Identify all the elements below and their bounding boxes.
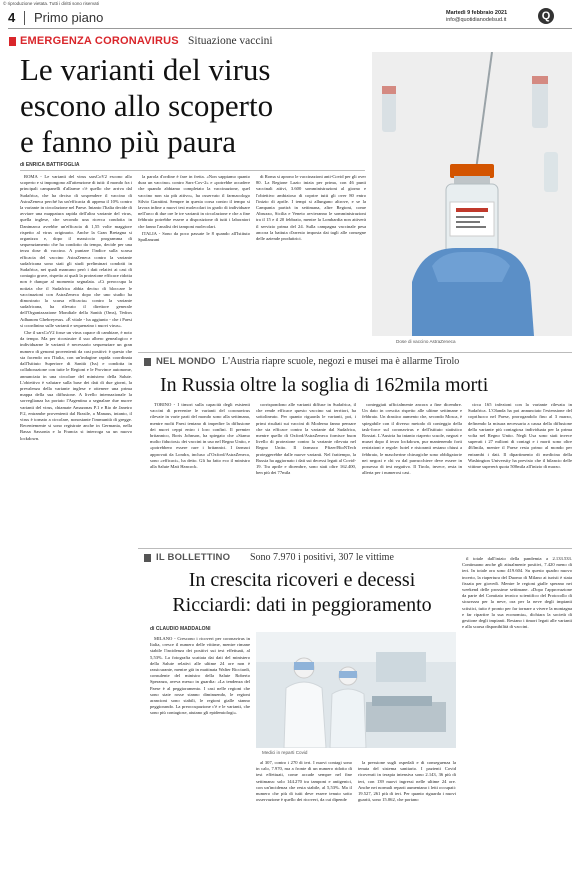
article2-kicker: NEL MONDO — [156, 356, 216, 367]
article2-kicker-sub: L'Austria riapre scuole, negozi e musei ma è allarme Tirolo — [222, 356, 460, 367]
article3-top-rule — [138, 548, 572, 549]
article1-headline — [20, 52, 380, 160]
page-header — [8, 8, 572, 26]
article3-column-4 — [462, 556, 572, 870]
header-date: Martedì 9 febbraio 2021 — [446, 10, 508, 16]
vaccine-photo — [372, 52, 572, 336]
vaccine-photo-caption: Dose di vaccino AstraZeneca — [396, 339, 456, 344]
article2-column-1 — [150, 402, 250, 542]
headline-line: In crescita ricoveri e decessi — [188, 569, 416, 591]
article3-kicker: IL BOLLETTINO — [156, 552, 231, 563]
article3-byline: di CLAUDIO MADDALONI — [150, 626, 211, 632]
paragraph: al 307, contro i 270 di ieri. I nuovi contagi sono in calo, 7.970, ma a fronte di un numero ridotto di test effettuati, come accade sempre nel fine settimana: solo 144.270 tra tamponi e antigenici, con un'incidenza che resta stabile, al 5,53%. Ma il numero che più di tutti deve essere tenuto sotto osservazione è quello dei ricoveri, da cui dipende — [256, 760, 352, 803]
kicker-marker — [144, 358, 151, 366]
article3-column-2 — [256, 760, 352, 870]
byline-rule — [20, 170, 365, 171]
vaccine-photo-illustration — [372, 52, 572, 336]
paragraph: Che il sarsCoV2 fosse un virus capace di cambiare, è noto da tempo. Ma per ricostruire il suo albero genealogico e individuarne le varianti è necessario sequenziare un gran numero di genomi provenienti da casi positivi: è questo che sta facendo ora l'Italia, con un'indagine rapida coordinata dall'Istituto Superiore di Sanità (Iss) e condotta in collaborazione con tutte le Regioni e le Province autonome, annunciata in una circolare del ministero della Salute. L'obiettivo è valutare sulla base dei dati di due giorni, la prevalenza della variante inglese e ottenere una prima mappa della sua diffusione. A livello internazionale la sorveglianza ha portato l'Argentina a segnalare due nuove varianti del virus, chiamate Amazonas P.1 e Rio de Janeiro P.2, entrambe provenienti dal Brasile, a Manaus, intanto, il virus è tornato a circolare, nonostante l'immunità di gregge. Recentemente si sono registrate anche in Germania, nella Bassa Sassonia e la Francia si interroga su un nuovo lockdown. — [20, 330, 132, 441]
article1-kicker: EMERGENZA CORONAVIRUS — [20, 35, 179, 47]
copyright-notice: © riproduzione vietata. Tutti i diritti sono riservati — [3, 1, 99, 6]
doctors-photo-caption: Medici in reparti Covid — [262, 750, 308, 755]
section-name: Primo piano — [34, 10, 104, 25]
article1-kicker-sub: Situazione vaccini — [188, 35, 273, 47]
article2-column-2 — [256, 402, 356, 542]
doctors-photo — [256, 632, 456, 748]
paragraph: MILANO - Crescono i ricoveri per coronavirus in Italia, cresce il numero delle vittime, mentre rimane stabile l'incidenza dei positivi sui test effettuati, al 5,53%. La fotografia scattata dai dati del ministero della Salute relativi alle ultime 24 ore non è rassicurante, mentre già in mattinata Walter Ricciardi, consulente del ministro della Salute Roberto Speranza, aveva messo in guardia: «La tendenza del Paese è al peggioramento. I casi nelle regioni che sono state rosse stanno diminuendo, le regioni arancioni sono stabili, le regioni gialle stanno peggiorando. La preoccupazione c'è e le varianti, che sono più contagiose, aiutano gli epidemiologi». — [150, 636, 250, 716]
paragraph: di Roma si aprono le vaccinazioni anti-Covid per gli over 80. La Regione Lazio inizia per prima, con 46 punti vaccinali attivi, 3.600 somministrazioni al giorno e l'obiettivo ambizioso di coprire tutti gli over 80 entro l'inizio di aprile. I tempi si allungano altrove, e se la Campania partirà in settimana, altre Regioni, come Abruzzo, Sicilia e Veneto avvieranno le somministrazioni tra il 15 e il 20 febbraio, mentre la Lombardia non attiverà il servizio prima del 24. Sulla campagna vaccinale pesa ancora la battuta d'arresto imposta dai tagli alle consegne delle aziende produttrici. — [256, 174, 366, 242]
doctors-photo-illustration — [256, 632, 456, 748]
article3-kicker-sub: Sono 7.970 i positivi, 307 le vittime — [250, 552, 394, 563]
article2-column-3 — [362, 402, 462, 542]
article2-column-4 — [468, 402, 572, 542]
paragraph: ROMA - Le varianti del virus sarsCoV2 escono allo scoperto e si impongono all'attenzione di tutti: il mondo fra i principali campanelli d'allarme c'è quello che arriva dal Sudafrica, che ha deciso di sospendere il vaccino di AstraZeneca perché ha un'efficacia di appena il 10% contro la variante in circolazione nel Paese. Intanto l'Italia decide di avviare una mappatura rapida dell'altra variante del virus, quella inglese, che secondo una ricerca condotta in Danimarca avrebbe un'efficacia di 1,55 volte maggiore rispetto al virus originario. Anche la Gran Bretagna si organizza e, dopo il massiccio programma di sequenziamento che ha condotto da tempo, decide per una terza dose di vaccino. A puntare l'indice sulla scarsa efficacia del vaccino AstraZeneca contro la variante sudafricana sono stati gli studi preliminari condotti in Sudafrica, nei quali mancano però i dati relativi ai casi di contagio grave, rispetto ai quali la protezione efficace ridotta non è dunque al momento segnalata. «Ci preoccupa la notizia che il Sudafrica abbia deciso di bloccare le vaccinazioni con AstraZeneca dopo che uno studio ha dimostrato la scarsa efficacia» contro la variante sudafricana, ha rilevato il direttore generale dell'Organizzazione Mondiale della Sanità (Oms), Tedros Adhanom Ghebreyesus. «È vitale - ha aggiunto - che i Paesi si coordinino sulle varianti e sequenzino i nuovi virus». — [20, 174, 132, 328]
paragraph: corrispondono alle varianti diffuse in Sudafrica, il che rende efficace questo vaccino sui territori, ha sottolineato. Per quanto riguarda le varianti, poi, i primi risultati sui vaccini di Moderna fanno pensare che sia efficace contro la variante dal Sudafrica, mentre quello di Oxford/AstraZeneca fornisce buon livello di protezione contro la variante rilevata nel Regno Unito. Il farmaco Pfizer/BioNTech proteggerebbe dalle nuove varianti. Nel frattempo, la Russia ha aggiornato i dati sui decessi legati al Covid-19. Tra aprile e dicembre, sono stati oltre 162.400, ben più dei 77mila — [256, 402, 356, 476]
page-number: 4 — [8, 10, 16, 25]
paragraph: la pressione sugli ospedali e di conseguenza la tenuta del sistema sanitario. I pazienti Covid ricoverati in terapia intensiva sono 2.143, 36 più di ieri, con 139 nuovi ingressi nelle ultime 24 ore. Anche nei normali reparti aumentano i letti occupati: 19.527, 261 più di ieri. Per quanto riguarda i nuovi guariti, sono 15.062, che portano — [358, 760, 456, 803]
paragraph: la parola d'ordine è fare in fretta. «Non sappiamo quanto dura un vaccino» contro Sars-Cov-2» e «potrebbe accadere che quando abbiamo completato la vaccinazione, quel vaccino non sia più attivo», ha osservato il farmacologo Silvio Garattini. Sempre in questa corsa contro il tempo si lavora infine a nuovi test molecolari in grado di individuare nell'arco di due ore le tre varianti in circolazione e che a fine febbraio potrebbe essere a disposizione di tutti i laboratori che fanno l'analisi dei tamponi molecolari. — [138, 174, 250, 229]
kicker-marker — [9, 37, 16, 46]
header-divider — [24, 11, 25, 25]
paragraph: circa 165 infezioni con la variante rilevata in Sudafrica. L'Olanda ha poi annunciato l'estensione del coprifuoco nel Paese, prorogandolo fino al 3 marzo, definendo la misura necessaria a causa della diffusione della variante più contagiosa individuata per la prima volta nel Regno Unito. Negli Usa sono stati invece superati i 27 milioni di contagi e i morti sono oltre 463mila, mentre il Paese resta primo al mondo per entrambi i dati. Il dipartimento di medicina della Washington University ha previsto che il bilancio delle vittime supererà quota 500mila all'inizio di marzo. — [468, 402, 572, 470]
article1-byline: di ENRICA BATTIFOGLIA — [20, 162, 80, 168]
header-email: info@quotidianodelsud.it — [446, 17, 507, 23]
kicker-marker — [144, 554, 151, 562]
article3-column-1 — [150, 636, 250, 870]
article3-headline — [152, 568, 452, 618]
header-rule — [8, 28, 572, 29]
paragraph: il totale dall'inizio della pandemia a 2.133.533. Continuano anche gli attualmente positivi, 7.420 meno di ieri. In totale ora sono 419.604. Su questo quadro nuovo incerto, la riapertura del Duomo di Milano ai turisti è stata fissata per giovedì. Mentre le regioni gialle sperano nei weekend delle prossime settimane. «Dopo l'approvazione da parte del Comitato tecnico scientifico del Protocollo di sicurezza per la neve, ora per la neve degli impianti sciistici, tutto è pronto per far tornare a vivere la montagna e far ripartire la sua economia», dichiara la società di gestione degli impianti. Restano i timori legati alle varianti e alla scarsa disponibilità di vaccini. — [462, 556, 572, 630]
newspaper-logo: Q — [538, 8, 554, 24]
article2-top-rule — [138, 352, 572, 353]
article2-headline: In Russia oltre la soglia di 162mila morti — [160, 374, 489, 396]
headline-line: Ricciardi: dati in peggioramento — [172, 594, 432, 616]
paragraph: TORINO - I timori sulla capacità degli esistenti vaccini di prevenire le varianti del coronavirus rilevate in varie parti del mondo sono alla settimana, mentre molti Paesi tentano di impedire la diffusione dei nuovi ceppi entro i loro confini. Il premier britannico, Boris Johnson, ha spiegato che «Siamo molto fiduciosi» dei vaccini in uso nel Regno Unito, e «potrebbero essere rare i britannici. I farmaci approvati da Londra, incluso «l'Oxford/AstraZeneca, sono «efficaci», ha detto. Gli ha fatto eco il ministro alla Salute Matt Hancock. — [150, 402, 250, 470]
article1-kicker-row — [8, 34, 572, 50]
article1-column-1 — [20, 174, 132, 864]
article1-column-3 — [256, 174, 366, 320]
headline-line: escono allo scoperto — [20, 88, 274, 123]
paragraph: conteggiati ufficialmente ancora a fine dicembre. Un dato in crescita rispetto alle ultime settimane e febbraio. Un drastico aumento che, secondo Mosca, è spiegabile con il diverso metodo di conteggio della task-force sul coronavirus e dell'istituto statistico Rosstat. L'Austria ha intanto riaperto scuole, negozi e musei dopo il terzo lockdown, pur mantenendo forti restrizioni e regole: hotel e ristoranti restano chiusi a febbraio, le mascherine chirurgiche sono obbligatorie nei negozi e chi va dal parrucchiere deve essere in possesso di test negativo. Il Tirolo, invece, resta in allerta per i numerosi casi. — [362, 402, 462, 476]
article2-kicker-row — [138, 356, 572, 370]
headline-line: Le varianti del virus — [20, 52, 271, 87]
paragraph: ITALIA - Sono da poco passate le 8 quando all'Istituto Spallanzani — [138, 230, 250, 243]
article3-column-3 — [358, 760, 456, 870]
article1-column-2 — [138, 174, 250, 320]
headline-line: e fanno più paura — [20, 124, 237, 159]
